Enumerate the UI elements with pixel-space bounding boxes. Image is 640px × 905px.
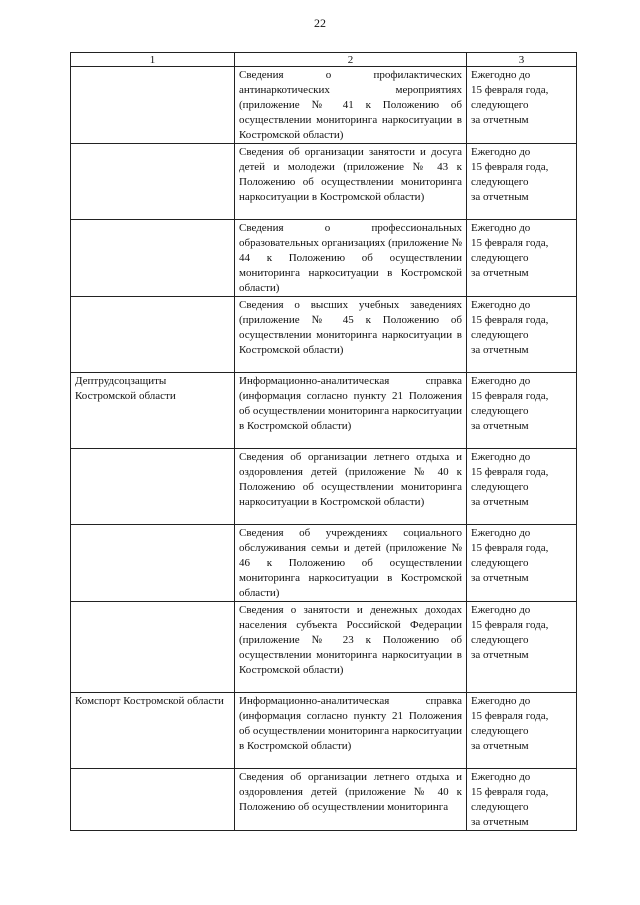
column-header: 2 <box>235 53 467 67</box>
agency-cell <box>71 525 235 602</box>
deadline-cell: Ежегодно до 15 февраля года, следующего за отчетным <box>467 297 577 373</box>
table-header-row <box>71 53 577 67</box>
table-row <box>71 67 577 144</box>
column-header: 1 <box>71 53 235 67</box>
table-row <box>71 693 577 769</box>
deadline-cell: Ежегодно до 15 февраля года, следующего за отчетным <box>467 693 577 769</box>
description-cell: Сведения об организации летнего отдыха и оздоровления детей (приложение № 40 к Положению об осуществлении мониторинга наркоситуации в Костромской области) <box>235 449 467 525</box>
table-row <box>71 144 577 220</box>
agency-cell <box>71 144 235 220</box>
description-cell: Сведения об организации летнего отдыха и оздоровления детей (приложение № 40 к Положению об осуществлении мониторинга <box>235 769 467 831</box>
description-cell: Сведения об учреждениях социального обслуживания семьи и детей (приложение № 46 к Положению об осуществлении мониторинга наркоситуации в Костромской области) <box>235 525 467 602</box>
agency-cell: Дептрудсоцзащиты Костромской области <box>71 373 235 449</box>
agency-cell <box>71 449 235 525</box>
table-row <box>71 220 577 297</box>
description-cell: Сведения о профилактических антинаркотических мероприятиях (приложение № 41 к Положению об осуществлении мониторинга наркоситуации в Костромской области) <box>235 67 467 144</box>
description-cell: Информационно-аналитическая справка (информация согласно пункту 21 Положения об осуществлении мониторинга наркоситуации в Костромской области) <box>235 693 467 769</box>
page-number: 22 <box>314 16 326 30</box>
description-cell: Сведения об организации занятости и досуга детей и молодежи (приложение № 43 к Положению об осуществлении мониторинга наркоситуации в Костромской области) <box>235 144 467 220</box>
deadline-cell: Ежегодно до 15 февраля года, следующего за отчетным <box>467 67 577 144</box>
description-cell: Информационно-аналитическая справка (информация согласно пункту 21 Положения об осуществлении мониторинга наркоситуации в Костромской области) <box>235 373 467 449</box>
deadline-cell: Ежегодно до 15 февраля года, следующего за отчетным <box>467 525 577 602</box>
monitoring-table <box>70 52 577 831</box>
agency-cell <box>71 67 235 144</box>
agency-cell <box>71 220 235 297</box>
deadline-cell: Ежегодно до 15 февраля года, следующего за отчетным <box>467 373 577 449</box>
table-row <box>71 525 577 602</box>
description-cell: Сведения о занятости и денежных доходах населения субъекта Российской Федерации (приложение № 23 к Положению об осуществлении мониторинга наркоситуации в Костромской области) <box>235 602 467 693</box>
table-row <box>71 449 577 525</box>
agency-cell <box>71 297 235 373</box>
deadline-cell: Ежегодно до 15 февраля года, следующего за отчетным <box>467 144 577 220</box>
table-row <box>71 373 577 449</box>
column-header: 3 <box>467 53 577 67</box>
table-row <box>71 769 577 831</box>
agency-cell <box>71 769 235 831</box>
deadline-cell: Ежегодно до 15 февраля года, следующего за отчетным <box>467 602 577 693</box>
deadline-cell: Ежегодно до 15 февраля года, следующего за отчетным <box>467 449 577 525</box>
description-cell: Сведения о профессиональных образовательных организациях (приложение № 44 к Положению об осуществлении мониторинга наркоситуации в Костромской области) <box>235 220 467 297</box>
table-row <box>71 297 577 373</box>
agency-cell: Комспорт Костромской области <box>71 693 235 769</box>
agency-cell <box>71 602 235 693</box>
table-row <box>71 602 577 693</box>
deadline-cell: Ежегодно до 15 февраля года, следующего за отчетным <box>467 769 577 831</box>
description-cell: Сведения о высших учебных заведениях (приложение № 45 к Положению об осуществлении мониторинга наркоситуации в Костромской области) <box>235 297 467 373</box>
deadline-cell: Ежегодно до 15 февраля года, следующего за отчетным <box>467 220 577 297</box>
